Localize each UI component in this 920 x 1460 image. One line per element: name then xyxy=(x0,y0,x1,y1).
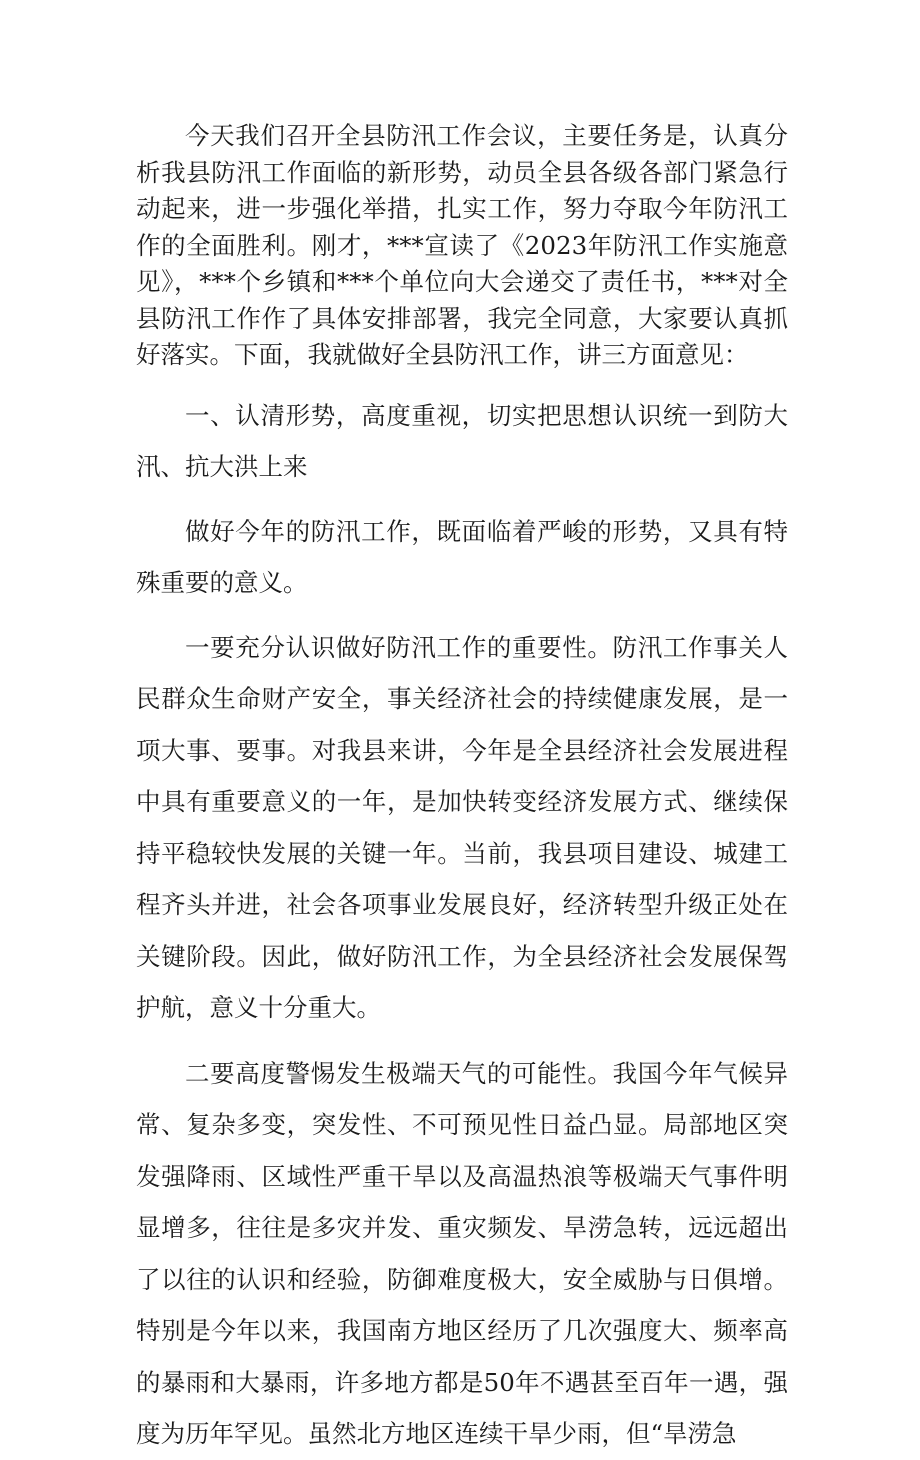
document-page xyxy=(136,118,788,1460)
section-heading-1: 一、认清形势，高度重视，切实把思想认识统一到防大汛、抗大洪上来 xyxy=(136,400,788,481)
point-one-paragraph: 一要充分认识做好防汛工作的重要性。防汛工作事关人民群众生命财产安全，事关经济社会的持续健康发展，是一项大事、要事。对我县来讲，今年是全县经济社会发展进程中具有重要意义的一年，是加快转变经济发展方式、继续保持平稳较快发展的关键一年。当前，我县项目建设、城建工程齐头并进，社会各项事业发展良好，经济转型升级正处在关键阶段。因此，做好防汛工作，为全县经济社会发展保驾护航，意义十分重大。 xyxy=(136,632,788,1022)
section-lead-paragraph: 做好今年的防汛工作，既面临着严峻的形势，又具有特殊重要的意义。 xyxy=(136,516,788,597)
intro-paragraph: 今天我们召开全县防汛工作会议，主要任务是，认真分析我县防汛工作面临的新形势，动员全县各级各部门紧急行动起来，进一步强化举措，扎实工作，努力夺取今年防汛工作的全面胜利。刚才，***宣读了《2023年防汛工作实施意见》，***个乡镇和***个单位向大会递交了责任书，***对全县防汛工作作了具体安排部署，我完全同意，大家要认真抓好落实。下面，我就做好全县防汛工作，讲三方面意见： xyxy=(136,121,788,369)
point-two-paragraph: 二要高度警惕发生极端天气的可能性。我国今年气候异常、复杂多变，突发性、不可预见性日益凸显。局部地区突发强降雨、区域性严重干旱以及高温热浪等极端天气事件明显增多，往往是多灾并发、重灾频发、旱涝急转，远远超出了以往的认识和经验，防御难度极大，安全威胁与日俱增。特别是今年以来，我国南方地区经历了几次强度大、频率高的暴雨和大暴雨，许多地方都是50年不遇甚至百年一遇，强度为历年罕见。虽然北方地区连续干旱少雨，但“旱涝急 xyxy=(136,1058,788,1448)
